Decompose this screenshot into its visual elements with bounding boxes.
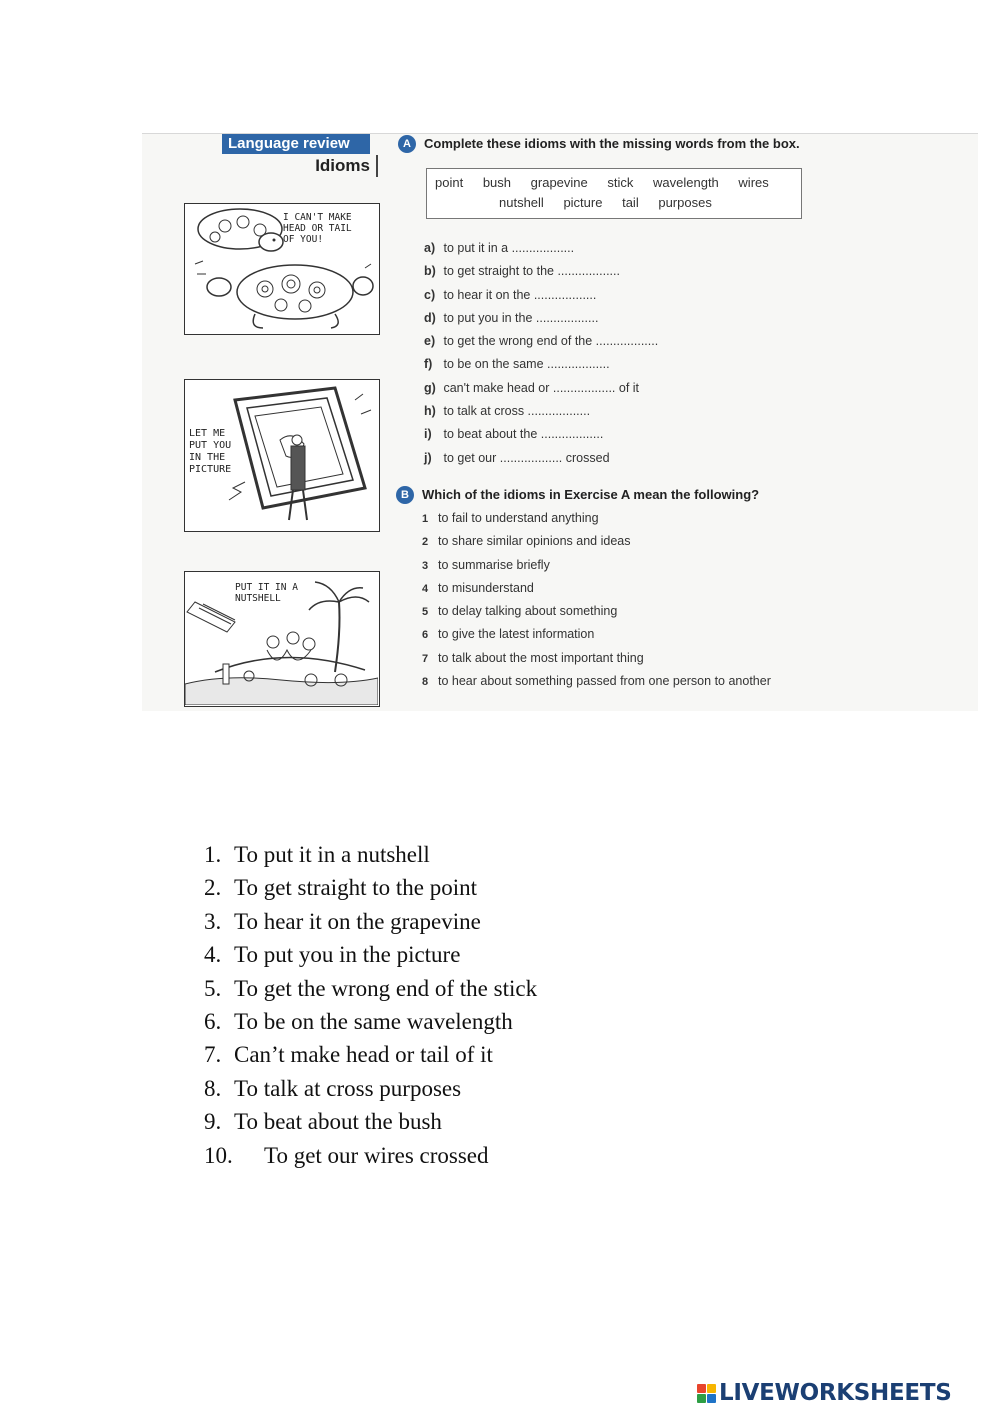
answer-item[interactable] bbox=[204, 1105, 537, 1138]
word-box-word: tail bbox=[622, 195, 639, 210]
answer-number: 8. bbox=[204, 1075, 222, 1101]
textbook-scan bbox=[142, 133, 978, 711]
item-label: f) bbox=[424, 357, 433, 372]
answer-text: To put you in the picture bbox=[234, 942, 461, 968]
word-box-row bbox=[499, 195, 712, 210]
item-text: to get our .................. crossed bbox=[443, 450, 610, 465]
exercise-b-instruction: Which of the idioms in Exercise A mean the following? bbox=[422, 487, 760, 502]
cartoon-caption bbox=[189, 428, 231, 476]
item-label: c) bbox=[424, 287, 436, 302]
answer-item[interactable] bbox=[204, 905, 537, 938]
logo-square bbox=[697, 1384, 706, 1393]
caption-line: IN THE bbox=[189, 452, 226, 463]
answer-text: Can’t make head or tail of it bbox=[234, 1042, 493, 1068]
item-text: to be on the same .................. bbox=[443, 357, 610, 372]
list-item bbox=[422, 623, 771, 646]
item-text: to summarise briefly bbox=[438, 557, 550, 572]
list-item bbox=[424, 260, 658, 283]
list-item bbox=[422, 577, 771, 600]
list-item bbox=[424, 330, 658, 353]
answer-text: To hear it on the grapevine bbox=[234, 908, 481, 934]
item-text: to beat about the .................. bbox=[443, 427, 604, 442]
logo-text: LIVEWORKSHEETS bbox=[719, 1380, 952, 1406]
item-number: 1 bbox=[422, 513, 429, 525]
word-box-word: stick bbox=[607, 175, 634, 190]
item-text: to give the latest information bbox=[438, 627, 595, 642]
word-box-word: purposes bbox=[658, 195, 712, 210]
answer-item[interactable] bbox=[204, 1072, 537, 1105]
word-box-word: point bbox=[435, 175, 464, 190]
exercise-a-instruction: Complete these idioms with the missing words from the box. bbox=[424, 136, 800, 151]
logo-square bbox=[707, 1384, 716, 1393]
answer-item[interactable] bbox=[204, 972, 537, 1005]
caption-line: PUT IT IN A bbox=[235, 582, 298, 593]
item-text: to put you in the .................. bbox=[443, 310, 599, 325]
word-box-word: picture bbox=[563, 195, 603, 210]
answer-text: To talk at cross purposes bbox=[234, 1075, 462, 1101]
answer-list bbox=[204, 838, 537, 1172]
list-item bbox=[424, 353, 658, 376]
item-text: to talk about the most important thing bbox=[438, 650, 644, 665]
list-item bbox=[424, 237, 658, 260]
word-box-word: wavelength bbox=[653, 175, 719, 190]
cartoon-picture bbox=[184, 379, 380, 532]
item-text: to fail to understand anything bbox=[438, 511, 599, 525]
answer-number: 9. bbox=[204, 1109, 222, 1135]
answer-text: To put it in a nutshell bbox=[234, 842, 430, 867]
item-number: 3 bbox=[422, 559, 429, 572]
exercise-b-badge: B bbox=[396, 486, 414, 504]
list-item bbox=[424, 284, 658, 307]
section-tab: Language review bbox=[222, 134, 370, 154]
answer-item[interactable] bbox=[204, 938, 537, 971]
answer-number: 6. bbox=[204, 1008, 222, 1034]
item-text: to get straight to the .................. bbox=[443, 264, 620, 279]
caption-line: PUT YOU bbox=[189, 440, 232, 451]
cartoon-caption bbox=[235, 582, 298, 604]
item-text: can't make head or .................. of it bbox=[443, 380, 640, 395]
answer-text: To get the wrong end of the stick bbox=[234, 975, 538, 1001]
item-label: a) bbox=[424, 241, 436, 255]
item-text: to misunderstand bbox=[438, 580, 534, 595]
item-label: j) bbox=[424, 450, 432, 465]
item-label: e) bbox=[424, 334, 436, 349]
word-box-row bbox=[435, 175, 769, 190]
answer-text: To get our wires crossed bbox=[264, 1142, 489, 1168]
item-number: 6 bbox=[422, 629, 429, 642]
item-number: 5 bbox=[422, 606, 429, 619]
cartoon-nutshell bbox=[184, 571, 380, 707]
item-number: 8 bbox=[422, 676, 429, 689]
list-item bbox=[422, 670, 771, 693]
word-box-word: wires bbox=[738, 175, 769, 190]
item-number: 7 bbox=[422, 652, 429, 665]
logo-square bbox=[707, 1394, 716, 1403]
list-item bbox=[424, 423, 658, 446]
caption-line: HEAD OR TAIL bbox=[283, 223, 352, 234]
word-box-word: grapevine bbox=[530, 175, 588, 190]
item-number: 2 bbox=[422, 536, 429, 549]
caption-line: LET ME bbox=[189, 428, 226, 439]
answer-text: To beat about the bush bbox=[234, 1109, 442, 1135]
section-title: Idioms bbox=[315, 156, 370, 175]
exercise-a-list bbox=[424, 237, 658, 470]
list-item bbox=[424, 447, 658, 470]
answer-number: 10. bbox=[204, 1142, 233, 1168]
list-item bbox=[422, 530, 771, 553]
exercise-a-badge: A bbox=[398, 135, 416, 153]
item-label: i) bbox=[424, 427, 432, 442]
item-number: 4 bbox=[422, 582, 429, 595]
item-label: h) bbox=[424, 404, 436, 419]
item-text: to share similar opinions and ideas bbox=[438, 534, 631, 549]
list-item bbox=[422, 600, 771, 623]
answer-number: 3. bbox=[204, 908, 222, 934]
list-item bbox=[422, 507, 771, 530]
answer-item[interactable] bbox=[204, 838, 537, 871]
liveworksheets-logo[interactable] bbox=[697, 1378, 951, 1408]
logo-square bbox=[697, 1394, 706, 1403]
item-text: to hear it on the .................. bbox=[443, 287, 597, 302]
item-text: to delay talking about something bbox=[438, 604, 618, 619]
list-item bbox=[422, 554, 771, 577]
divider bbox=[376, 155, 378, 177]
caption-line: I CAN'T MAKE bbox=[283, 212, 352, 223]
answer-item[interactable] bbox=[204, 1038, 537, 1071]
item-text: to hear about something passed from one person to another bbox=[438, 674, 771, 689]
list-item bbox=[424, 377, 658, 400]
caption-line: OF YOU! bbox=[283, 234, 324, 245]
answer-text: To get straight to the point bbox=[234, 875, 478, 901]
item-label: b) bbox=[424, 264, 436, 279]
answer-number: 1. bbox=[204, 842, 222, 867]
word-box bbox=[426, 168, 802, 219]
answer-text: To be on the same wavelength bbox=[234, 1008, 513, 1034]
word-box-word: bush bbox=[482, 175, 512, 190]
item-text: to talk at cross .................. bbox=[443, 404, 591, 419]
exercise-b-list bbox=[422, 507, 771, 693]
caption-line: PICTURE bbox=[189, 464, 232, 475]
list-item bbox=[424, 400, 658, 423]
caption-line: NUTSHELL bbox=[235, 593, 281, 604]
list-item bbox=[422, 647, 771, 670]
item-label: g) bbox=[424, 380, 436, 395]
item-text: to get the wrong end of the .................. bbox=[443, 334, 659, 349]
answer-number: 4. bbox=[204, 942, 222, 968]
answer-item[interactable] bbox=[204, 871, 537, 904]
answer-item[interactable] bbox=[204, 1005, 537, 1038]
item-text: to put it in a .................. bbox=[443, 241, 575, 255]
item-label: d) bbox=[424, 310, 436, 325]
answer-number: 2. bbox=[204, 875, 222, 901]
answer-number: 7. bbox=[204, 1042, 222, 1068]
cartoon-caption bbox=[283, 212, 352, 245]
list-item bbox=[424, 307, 658, 330]
answer-item[interactable] bbox=[204, 1139, 537, 1172]
answer-number: 5. bbox=[204, 975, 222, 1001]
cartoon-tortoise bbox=[184, 203, 380, 335]
word-box-word: nutshell bbox=[499, 195, 544, 210]
logo-squares-icon bbox=[697, 1384, 716, 1403]
